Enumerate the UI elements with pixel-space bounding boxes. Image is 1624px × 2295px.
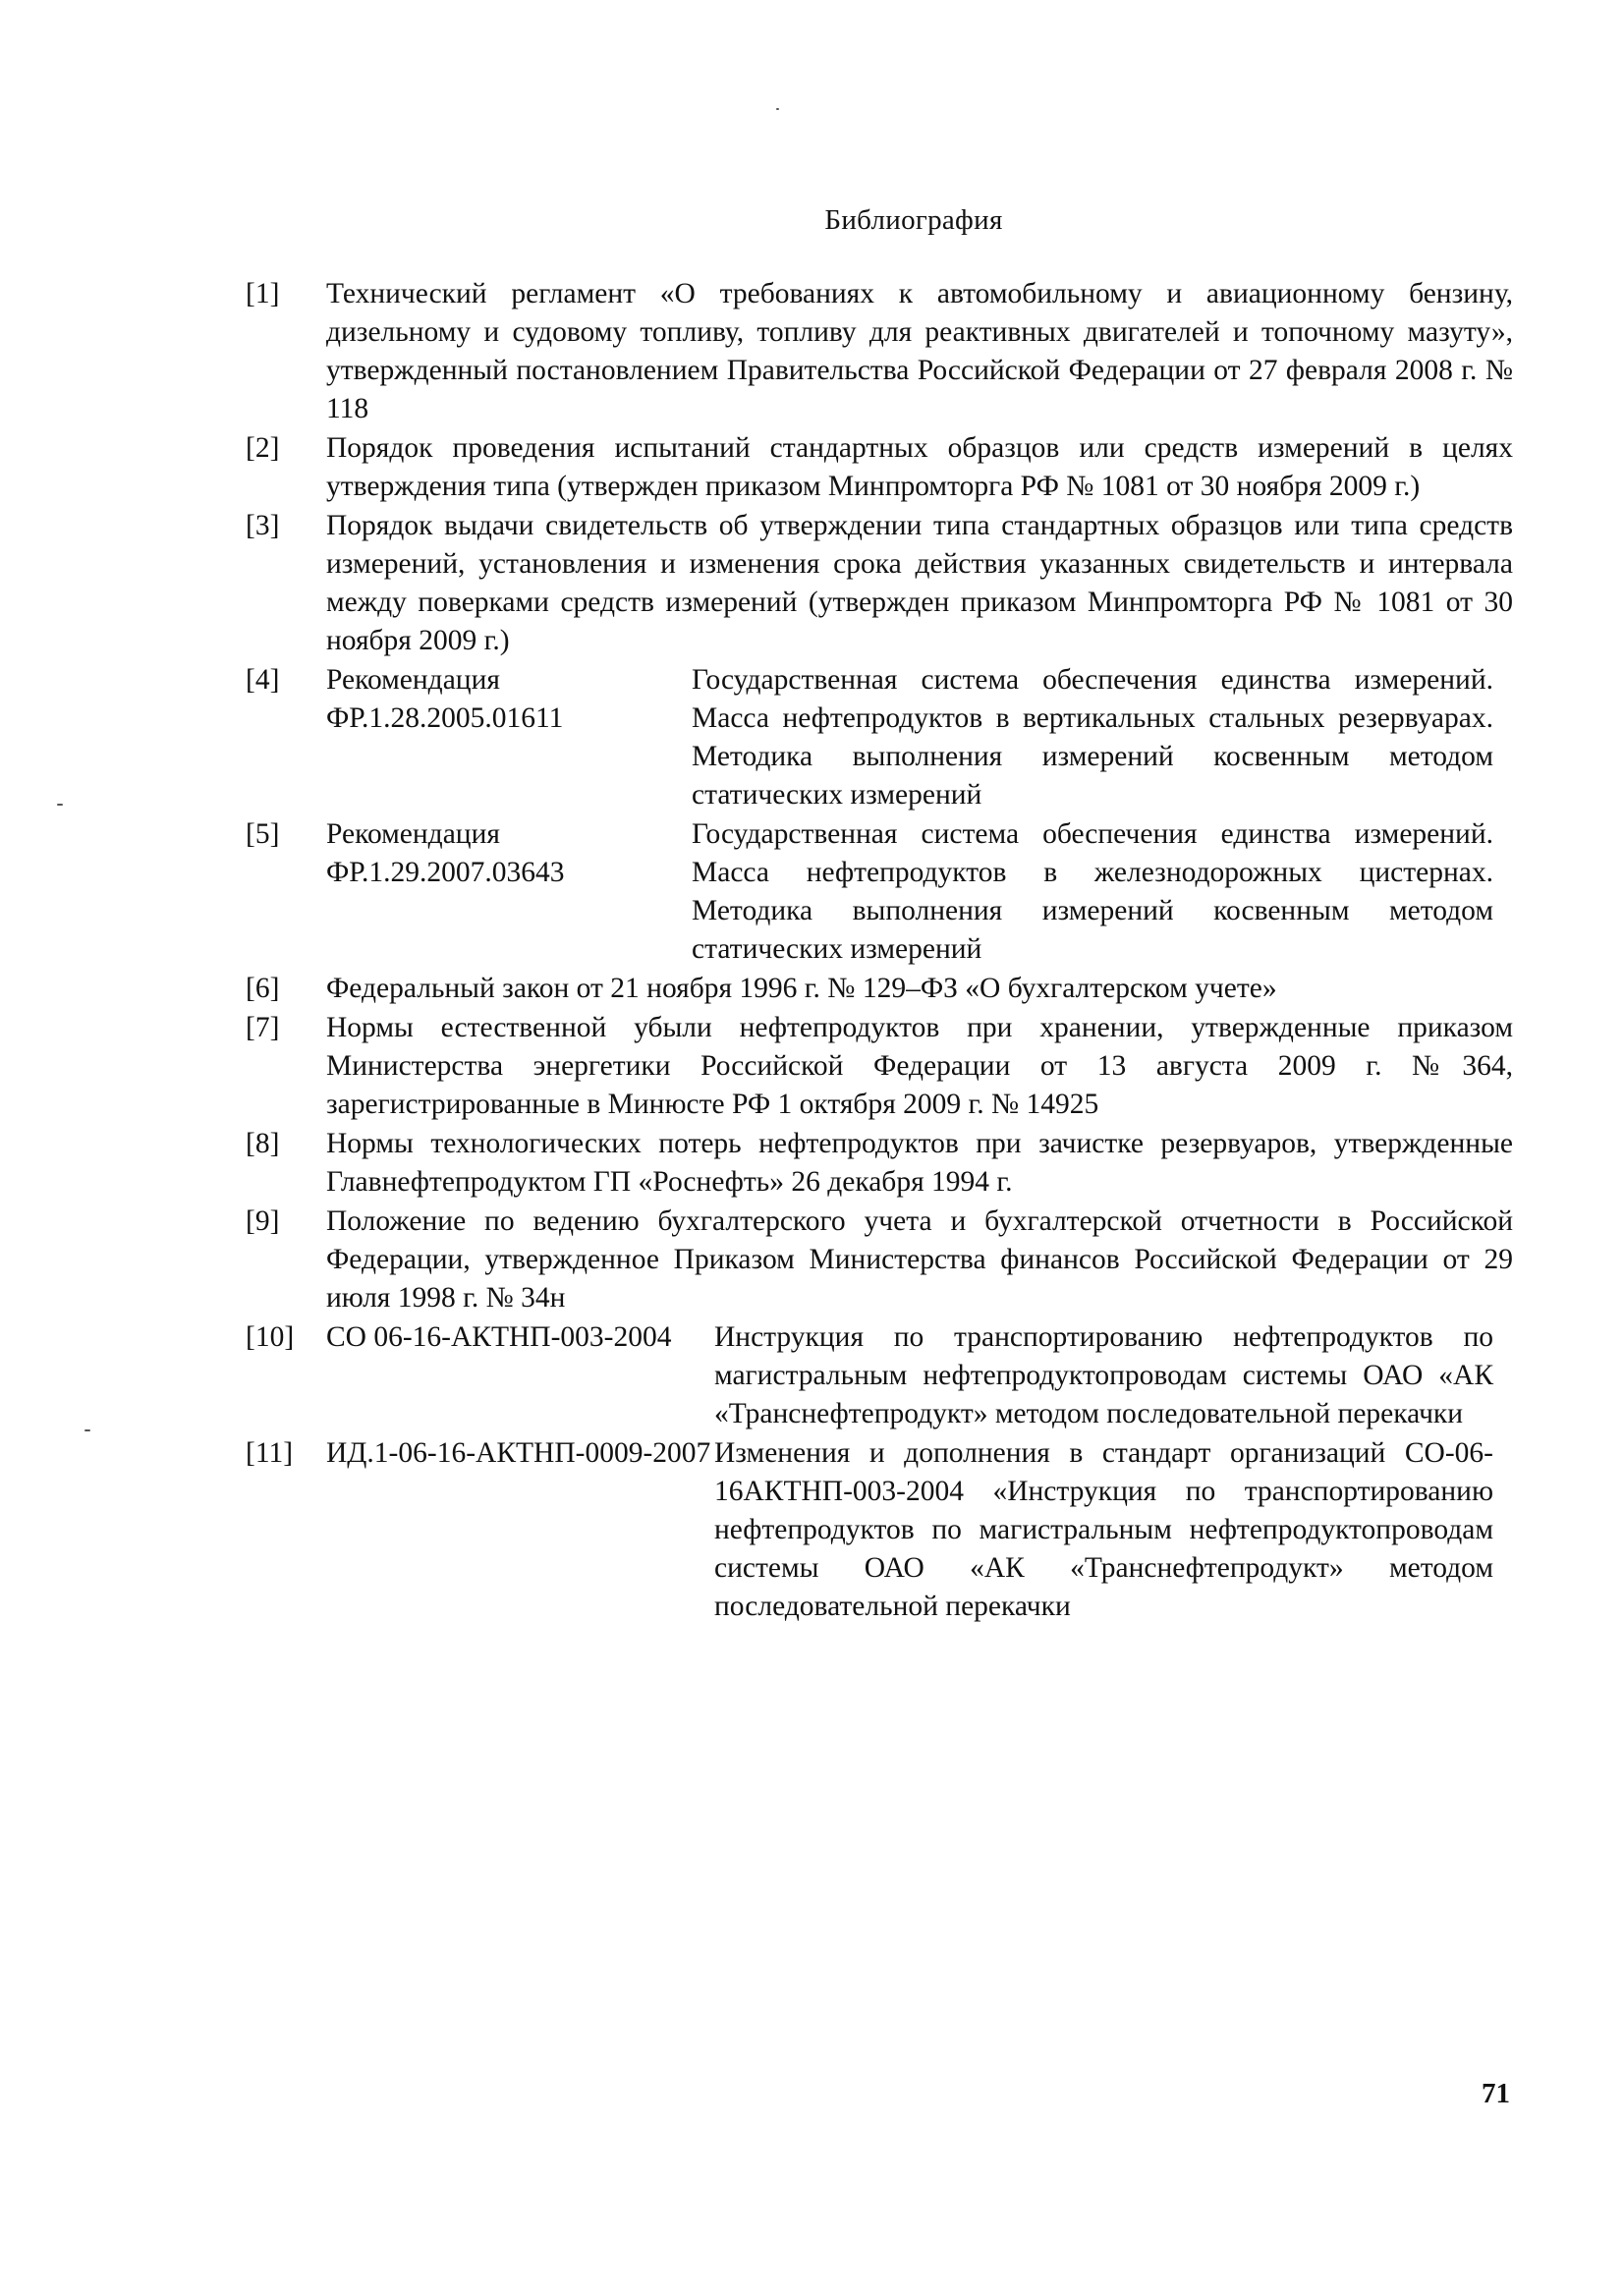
bibliography-entry <box>246 275 1513 428</box>
entry-text: Порядок проведения испытаний стандартных образцов или средств измерений в целях утверждения типа (утвержден приказом Минпромторга РФ № 1081 от 30 ноября 2009 г.) <box>326 432 1513 502</box>
entry-code: СО 06-16-АКТНП-003-2004 <box>326 1321 672 1353</box>
bibliography-title: Библиография <box>824 204 1003 236</box>
bibliography-entry <box>246 815 1513 969</box>
entry-number: [6] <box>246 973 280 1004</box>
entry-text: Порядок выдачи свидетельств об утверждении типа стандартных образцов или типа средств измерений, установления и изменения срока действия указанных свидетельств и интервала между поверками средств измерений (утвержден приказом Минпромторга РФ № 1081 от 30 ноября 2009 г.) <box>326 510 1513 656</box>
entry-number: [7] <box>246 1012 280 1043</box>
entry-description: Изменения и дополнения в стандарт организаций СО-06-16АКТНП-003-2004 «Инструкция по транспортированию нефтепродуктов по магистральным нефтепродуктопроводам системы ОАО «АК «Транснефтепродукт» методом последовательной перекачки <box>714 1437 1493 1622</box>
bibliography-entry <box>246 1318 1513 1433</box>
entry-code: Рекомендация ФР.1.28.2005.01611 <box>326 664 564 734</box>
bibliography-entry <box>246 1125 1513 1202</box>
entry-code: ИД.1-06-16-АКТНП-0009-2007 <box>326 1437 711 1469</box>
bibliography-entry <box>246 1434 1513 1626</box>
scan-speck <box>57 804 63 806</box>
scan-speck <box>84 1429 90 1431</box>
entry-number: [11] <box>246 1437 294 1469</box>
entry-number: [1] <box>246 278 280 309</box>
scan-speck <box>776 108 779 110</box>
bibliography-list <box>246 275 1513 1627</box>
bibliography-entry <box>246 507 1513 660</box>
entry-text: Положение по ведению бухгалтерского учета и бухгалтерской отчетности в Российской Федерации, утвержденное Приказом Министерства финансов Российской Федерации от 29 июля 1998 г. № 34н <box>326 1205 1513 1314</box>
bibliography-entry <box>246 1203 1513 1317</box>
bibliography-entry <box>246 970 1513 1008</box>
entry-number: [3] <box>246 510 280 541</box>
bibliography-entry <box>246 429 1513 506</box>
entry-text: Технический регламент «О требованиях к автомобильному и авиационному бензину, дизельному и судовому топливу, топливу для реактивных двигателей и топочному мазуту», утвержденный постановлением Правительства Российской Федерации от 27 февраля 2008 г. № 118 <box>326 278 1513 424</box>
entry-description: Государственная система обеспечения единства измерений. Масса нефтепродуктов в железнодорожных цистернах. Методика выполнения измерений косвенным методом статических измерений <box>692 818 1493 965</box>
entry-description: Государственная система обеспечения единства измерений. Масса нефтепродуктов в вертикальных стальных резервуарах. Методика выполнения измерений косвенным методом статических измерений <box>692 664 1493 811</box>
entry-number: [9] <box>246 1205 280 1237</box>
bibliography-entry <box>246 661 1513 814</box>
entry-text: Нормы технологических потерь нефтепродуктов при зачистке резервуаров, утвержденные Главнефтепродуктом ГП «Роснефть» 26 декабря 1994 г. <box>326 1128 1513 1198</box>
entry-text: Нормы естественной убыли нефтепродуктов при хранении, утвержденные приказом Министерства энергетики Российской Федерации от 13 августа 2009 г. №364, зарегистрированные в Минюсте РФ 1 октября 2009 г. № 14925 <box>326 1012 1513 1120</box>
entry-number: [5] <box>246 818 280 850</box>
entry-code: Рекомендация ФР.1.29.2007.03643 <box>326 818 565 888</box>
entry-number: [8] <box>246 1128 280 1159</box>
entry-number: [2] <box>246 432 280 464</box>
entry-text: Федеральный закон от 21 ноября 1996 г. № 129–ФЗ «О бухгалтерском учете» <box>326 973 1277 1004</box>
entry-number: [10] <box>246 1321 295 1353</box>
bibliography-entry <box>246 1009 1513 1124</box>
entry-description: Инструкция по транспортированию нефтепродуктов по магистральным нефтепродуктопроводам системы ОАО «АК «Транснефтепродукт» методом последовательной перекачки <box>714 1321 1493 1429</box>
page-number: 71 <box>1482 2078 1510 2109</box>
entry-number: [4] <box>246 664 280 696</box>
